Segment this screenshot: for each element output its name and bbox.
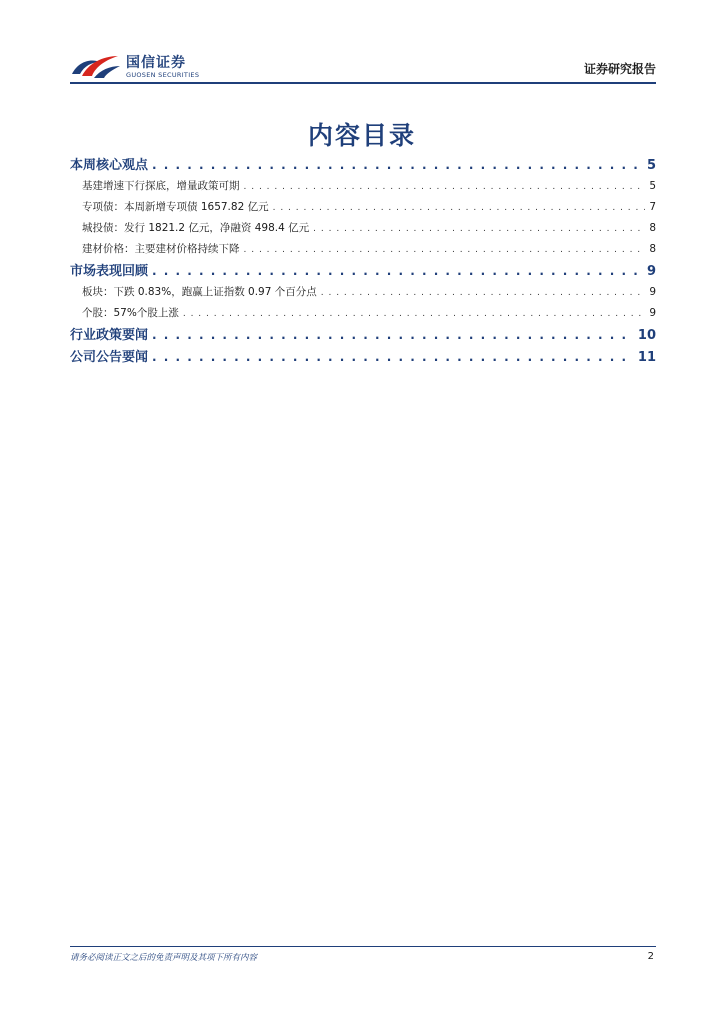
- toc-leader-dots: [152, 260, 643, 282]
- toc-entry-page: 9: [646, 264, 656, 279]
- toc-entry[interactable]: [70, 239, 656, 260]
- toc-leader-dots: [152, 154, 643, 176]
- toc-leader-dots: [152, 324, 634, 346]
- report-type-label: 证券研究报告: [583, 62, 656, 76]
- guosen-logo-icon: [70, 52, 122, 82]
- footer-disclaimer: 请务必阅读正文之后的免责声明及其项下所有内容: [70, 953, 258, 963]
- toc-entry-page: 10: [637, 328, 656, 343]
- toc-entry-page: 11: [637, 350, 656, 365]
- toc-entry-label: 建材价格：主要建材价格持续下降: [82, 243, 240, 255]
- page-header: [70, 50, 656, 84]
- toc-entry[interactable]: [70, 176, 656, 197]
- toc-entry-label: 基建增速下行探底，增量政策可期: [82, 180, 240, 192]
- toc-entry[interactable]: [70, 154, 656, 176]
- toc-entry[interactable]: [70, 197, 656, 218]
- toc-entry[interactable]: [70, 324, 656, 346]
- toc-entry-page: 9: [649, 307, 656, 319]
- footer-page-number: 2: [647, 951, 654, 962]
- header-divider: [70, 82, 656, 84]
- toc-entry-label: 本周核心观点: [70, 158, 149, 173]
- toc-leader-dots: [244, 240, 646, 261]
- toc-entry-label: 专项债：本周新增专项债 1657.82 亿元: [82, 201, 269, 213]
- toc-entry-page: 7: [649, 201, 656, 213]
- toc-entry-label: 行业政策要闻: [70, 328, 149, 343]
- toc-entry-page: 8: [649, 222, 656, 234]
- logo-chinese-text: 国信证券: [126, 55, 186, 71]
- toc-entry[interactable]: [70, 282, 656, 303]
- footer-divider: [70, 946, 656, 947]
- toc-entry[interactable]: [70, 346, 656, 368]
- toc-entry-label: 个股：57%个股上涨: [82, 307, 179, 319]
- toc-entry[interactable]: [70, 260, 656, 282]
- toc-title: 内容目录: [307, 121, 416, 150]
- toc-entry-page: 5: [649, 180, 656, 192]
- toc-entry-label: 公司公告要闻: [70, 350, 149, 365]
- toc-leader-dots: [244, 177, 646, 198]
- toc-leader-dots: [183, 304, 645, 325]
- logo-english-text: GUOSEN SECURITIES: [126, 71, 200, 79]
- toc-entry-label: 板块：下跌 0.83%，跑赢上证指数 0.97 个百分点: [82, 286, 317, 298]
- table-of-contents: [70, 154, 656, 368]
- toc-leader-dots: [321, 283, 646, 304]
- toc-leader-dots: [152, 346, 634, 368]
- toc-entry-page: 5: [646, 158, 656, 173]
- toc-entry[interactable]: [70, 303, 656, 324]
- toc-entry[interactable]: [70, 218, 656, 239]
- toc-leader-dots: [273, 198, 646, 219]
- toc-entry-page: 8: [649, 243, 656, 255]
- toc-leader-dots: [313, 219, 645, 240]
- toc-entry-label: 市场表现回顾: [70, 264, 149, 279]
- toc-entry-label: 城投债：发行 1821.2 亿元，净融资 498.4 亿元: [82, 222, 310, 234]
- toc-entry-page: 9: [649, 286, 656, 298]
- guosen-logo: [70, 50, 270, 84]
